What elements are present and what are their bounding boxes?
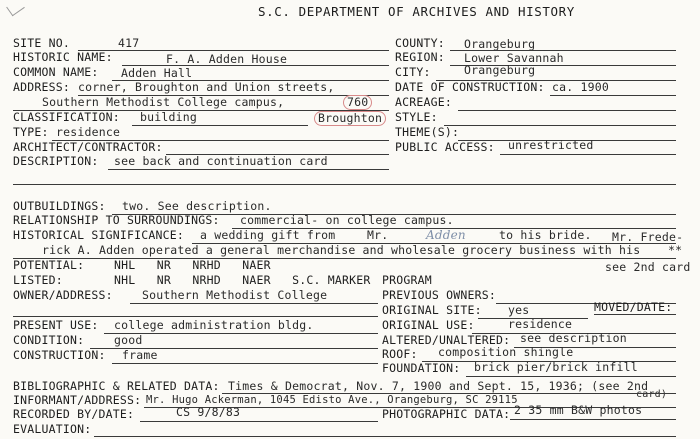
relationship-value: commercial- on college campus. <box>240 213 454 227</box>
classification-label: CLASSIFICATION: <box>13 110 120 124</box>
significance-handwritten: Adden <box>426 228 466 242</box>
divider <box>444 125 676 126</box>
site-no-value: 417 <box>118 36 140 50</box>
present-use-value: college administration bldg. <box>114 318 314 332</box>
owner-label: OWNER/ADDRESS: <box>13 288 113 302</box>
divider <box>13 258 676 259</box>
roof-label: ROOF: <box>382 347 418 361</box>
roof-value: composition shingle <box>438 345 574 359</box>
address-value-line2: Southern Methodist College campus, <box>42 95 285 109</box>
evaluation-label: EVALUATION: <box>13 422 92 436</box>
divider <box>78 50 389 51</box>
themes-label: THEME(S): <box>395 125 460 139</box>
type-label: TYPE: <box>13 125 49 139</box>
description-label: DESCRIPTION: <box>13 154 99 168</box>
bibliographic-card: card) <box>636 389 668 400</box>
divider <box>140 421 378 422</box>
address-number: 760 <box>343 95 372 110</box>
divider <box>94 436 676 437</box>
divider <box>104 333 378 334</box>
see-2nd-card-note: see 2nd card <box>605 260 691 274</box>
altered-label: ALTERED/UNALTERED: <box>382 333 511 347</box>
recorded-by-value: CS 9/8/83 <box>176 405 241 419</box>
card-header: S.C. DEPARTMENT OF ARCHIVES AND HISTORY <box>258 4 575 19</box>
significance-part3: Mr. Frede- <box>612 230 684 244</box>
significance-part2: to his bride. <box>499 228 592 242</box>
address-value-line1: corner, Broughton and Union streets, <box>78 80 335 94</box>
significance-mr: Mr. <box>367 228 389 242</box>
construction-label: CONSTRUCTION: <box>13 348 106 362</box>
divider <box>13 316 378 317</box>
significance-stars: ** <box>668 243 683 257</box>
architect-label: ARCHITECT/CONTRACTOR: <box>13 140 163 154</box>
common-name-value: Adden Hall <box>121 66 193 80</box>
owner-value: Southern Methodist College <box>142 288 328 302</box>
condition-value: good <box>114 333 143 347</box>
divider <box>108 169 389 170</box>
divider <box>550 95 676 96</box>
divider <box>466 376 676 377</box>
date-of-construction-label: DATE OF CONSTRUCTION: <box>395 80 545 94</box>
style-label: STYLE: <box>395 110 438 124</box>
acreage-label: ACREAGE: <box>395 95 452 109</box>
moved-date-label: MOVED/DATE: <box>594 300 673 314</box>
significance-label: HISTORICAL SIGNIFICANCE: <box>13 228 184 242</box>
significance-part1: a wedding gift from <box>200 228 336 242</box>
common-name-label: COMMON NAME: <box>13 65 99 79</box>
original-site-label: ORIGINAL SITE: <box>382 303 482 317</box>
site-no-label: SITE NO. <box>13 36 70 50</box>
region-value: Lower Savannah <box>464 51 564 65</box>
public-access-value: unrestricted <box>508 138 594 152</box>
check-mark-icon <box>6 0 25 16</box>
divider <box>458 110 676 111</box>
previous-owners-label: PREVIOUS OWNERS: <box>382 288 496 302</box>
photographic-data-value: 2 35 mm B&W photos <box>514 403 643 417</box>
photographic-data-label: PHOTOGRAPHIC DATA: <box>382 407 511 421</box>
historic-name-value: F. A. Adden House <box>166 52 288 66</box>
present-use-label: PRESENT USE: <box>13 318 99 332</box>
region-label: REGION: <box>395 50 445 64</box>
program-label: PROGRAM <box>382 273 432 287</box>
altered-value: see description <box>520 331 627 345</box>
outbuildings-value: two. See description. <box>122 199 272 213</box>
original-use-label: ORIGINAL USE: <box>382 318 475 332</box>
date-of-construction-value: ca. 1900 <box>552 80 609 94</box>
significance-line2: rick A. Adden operated a general merchandise and wholesale grocery business with his <box>42 243 641 257</box>
divider <box>112 363 378 364</box>
city-label: CITY: <box>395 65 431 79</box>
potential-label: POTENTIAL: <box>13 258 85 272</box>
divider <box>130 303 378 304</box>
divider <box>132 125 308 126</box>
foundation-value: brick pier/brick infill <box>474 360 638 374</box>
recorded-by-label: RECORDED BY/DATE: <box>13 407 135 421</box>
bibliographic-label: BIBLIOGRAPHIC & RELATED DATA: <box>13 379 220 393</box>
original-site-value: yes <box>508 303 530 317</box>
informant-label: INFORMANT/ADDRESS: <box>13 393 142 407</box>
bibliographic-value: Times & Democrat, Nov. 7, 1900 and Sept. 15, 1936; (see 2nd <box>228 379 649 393</box>
historic-name-label: HISTORIC NAME: <box>13 50 113 64</box>
address-label: ADDRESS: <box>13 80 70 94</box>
county-label: COUNTY: <box>395 36 445 50</box>
public-access-label: PUBLIC ACCESS: <box>395 140 495 154</box>
divider <box>13 184 676 185</box>
listed-label: LISTED: <box>13 273 63 287</box>
informant-value: Mr. Hugo Ackerman, 1045 Edisto Ave., Orangeburg, SC 29115 <box>146 394 518 406</box>
listed-options: NHL NR NRHD NAER S.C. MARKER <box>114 273 371 287</box>
county-value: Orangeburg <box>464 37 536 51</box>
divider <box>594 314 676 315</box>
divider <box>500 154 676 155</box>
type-value: residence <box>56 125 121 139</box>
original-use-value: residence <box>508 317 573 331</box>
street-stamp: Broughton <box>314 111 386 126</box>
divider <box>510 419 676 420</box>
foundation-label: FOUNDATION: <box>382 361 461 375</box>
construction-value: frame <box>122 348 158 362</box>
classification-value: building <box>140 110 197 124</box>
outbuildings-label: OUTBUILDINGS: <box>13 199 106 213</box>
city-value: Orangeburg <box>464 63 536 77</box>
potential-options: NHL NR NRHD NAER <box>114 258 271 272</box>
relationship-label: RELATIONSHIP TO SURROUNDINGS: <box>13 213 220 227</box>
condition-label: CONDITION: <box>13 333 85 347</box>
description-value: see back and continuation card <box>114 154 328 168</box>
